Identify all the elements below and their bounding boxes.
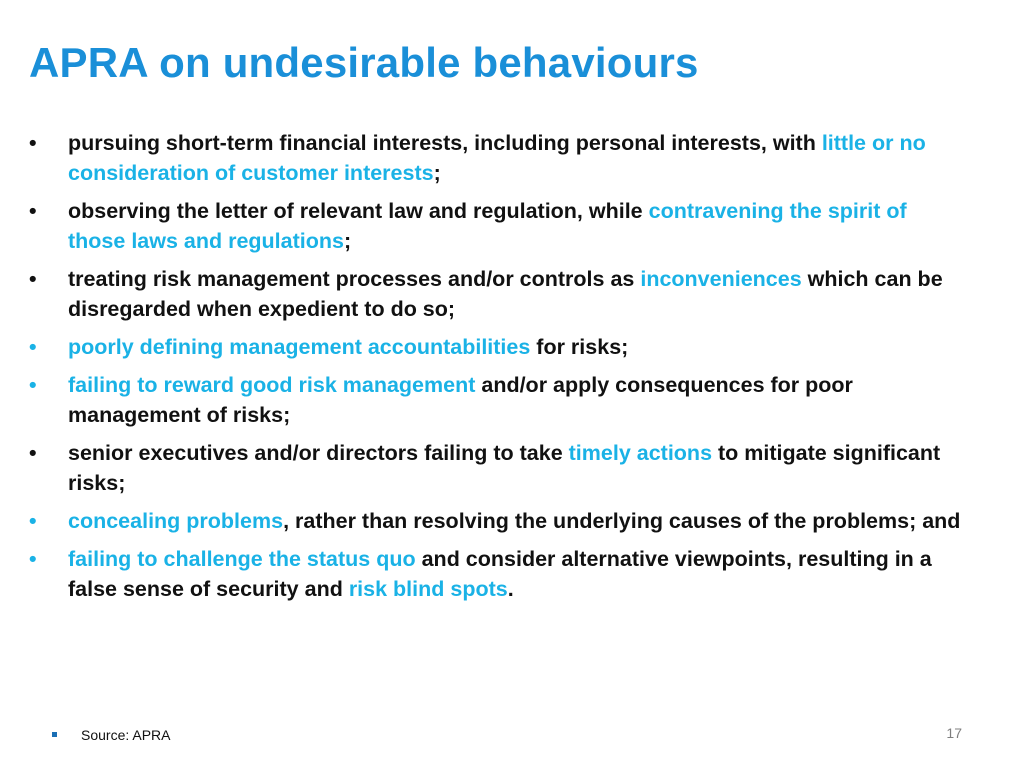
bullet-text: which can be disregarded when expedient to do so; (68, 267, 943, 321)
highlighted-text: risk blind spots (348, 577, 508, 601)
bullet-dot-icon: • (29, 509, 37, 533)
bullet-text: . (507, 577, 514, 601)
bullet-dot-icon: • (29, 441, 37, 465)
page-number: 17 (946, 725, 962, 741)
source-text: Source: APRA (81, 727, 171, 743)
bullet-dot-icon: • (29, 547, 37, 571)
bullet-text: ; (343, 229, 352, 253)
highlighted-text: failing to challenge the status quo (68, 547, 416, 571)
bullet-text: senior executives and/or directors failing to take (68, 441, 569, 465)
bullet-list (29, 128, 969, 612)
bullet-item (29, 128, 969, 188)
bullet-item (29, 264, 969, 324)
highlighted-text: little or no consideration of customer interests (68, 131, 926, 185)
bullet-item (29, 438, 969, 498)
highlighted-text: inconveniences (640, 267, 802, 291)
bullet-item (29, 506, 969, 536)
square-bullet-icon (52, 732, 57, 737)
bullet-item (29, 196, 969, 256)
bullet-text: observing the letter of relevant law and regulation, while (68, 199, 649, 223)
bullet-dot-icon: • (29, 335, 37, 359)
bullet-item (29, 370, 969, 430)
bullet-text: and/or apply consequences for poor management of risks; (68, 373, 853, 427)
highlighted-text: poorly defining management accountabilities (68, 335, 531, 359)
bullet-dot-icon: • (29, 267, 37, 291)
bullet-item (29, 544, 969, 604)
bullet-dot-icon: • (29, 131, 37, 155)
bullet-text: , rather than resolving the underlying causes of the problems; and (283, 509, 961, 533)
bullet-dot-icon: • (29, 199, 37, 223)
bullet-dot-icon: • (29, 373, 37, 397)
bullet-text: ; (433, 161, 441, 185)
bullet-text: and consider alternative viewpoints, resulting in a false sense of security and (68, 547, 932, 601)
highlighted-text: failing to reward good risk management (68, 373, 476, 397)
bullet-item (29, 332, 969, 362)
bullet-text: to mitigate significant risks; (68, 441, 941, 495)
highlighted-text: contravening the spirit of those laws and regulations (68, 199, 907, 253)
bullet-text: pursuing short-term financial interests, including personal interests, with (68, 131, 822, 155)
slide-title: APRA on undesirable behaviours (29, 39, 699, 86)
highlighted-text: timely actions (568, 441, 713, 465)
highlighted-text: concealing problems (68, 509, 284, 533)
bullet-text: treating risk management processes and/or controls as (68, 267, 641, 291)
bullet-text: for risks; (530, 335, 629, 359)
source-note (52, 726, 171, 744)
